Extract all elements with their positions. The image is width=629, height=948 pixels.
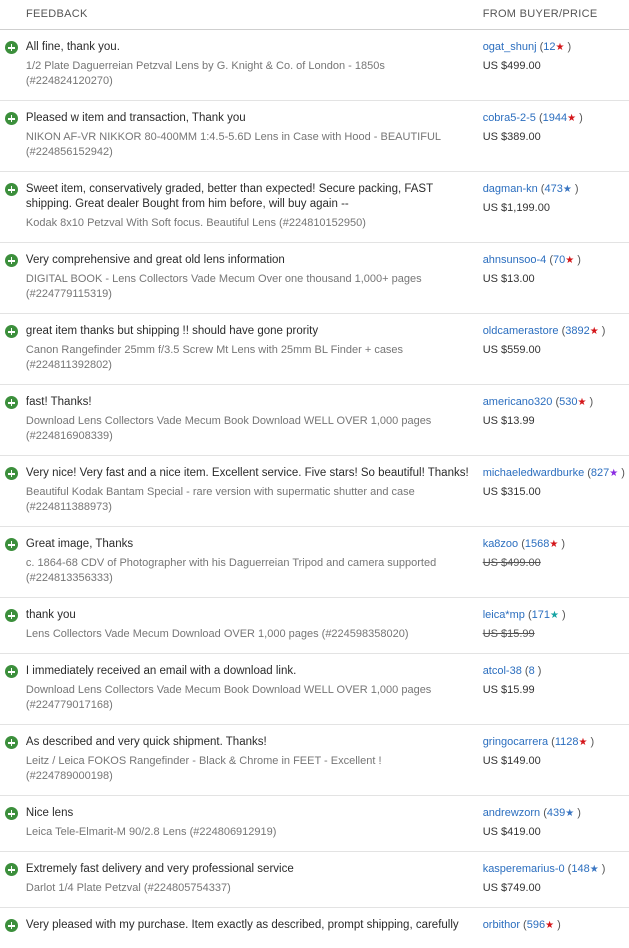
feedback-item-description: DIGITAL BOOK - Lens Collectors Vade Mecum Over one thousand 1,000+ pages (#224779115319): [26, 272, 469, 302]
buyer-username-link[interactable]: americano320: [483, 396, 553, 408]
plus-circle-icon: [5, 325, 18, 338]
buyer-price-cell: [483, 796, 629, 852]
buyer-username-link[interactable]: andrewzorn: [483, 807, 540, 819]
buyer-username-link[interactable]: cobra5-2-5: [483, 112, 536, 124]
buyer-line: [483, 253, 625, 268]
feedback-item-description: Download Lens Collectors Vade Mecum Book Download WELL OVER 1,000 pages (#224779017168): [26, 683, 469, 713]
buyer-line: [483, 537, 625, 552]
feedback-score-wrapper: (70★ ): [549, 254, 581, 266]
feedback-type-cell: [0, 725, 26, 796]
item-price: US $15.99: [483, 683, 625, 697]
feedback-score-link[interactable]: 1568: [525, 538, 549, 550]
feedback-star-icon: ★: [549, 539, 558, 550]
buyer-username-link[interactable]: dagman-kn: [483, 183, 538, 195]
feedback-type-cell: [0, 654, 26, 725]
buyer-line: [483, 111, 625, 126]
buyer-price-cell: [483, 243, 629, 314]
feedback-comment: All fine, thank you.: [26, 40, 469, 55]
feedback-star-icon: ★: [590, 864, 599, 875]
feedback-score-wrapper: (1128★ ): [551, 736, 594, 748]
feedback-comment: fast! Thanks!: [26, 395, 469, 410]
feedback-comment: Extremely fast delivery and very professional service: [26, 862, 469, 877]
feedback-type-cell: [0, 456, 26, 527]
buyer-line: [483, 466, 625, 481]
item-price: US $389.00: [483, 130, 625, 144]
plus-circle-icon: [5, 183, 18, 196]
table-row: [0, 314, 629, 385]
feedback-score-link[interactable]: 827: [591, 467, 609, 479]
item-price: US $559.00: [483, 343, 625, 357]
item-price: US $15.99: [483, 627, 625, 641]
table-header: [0, 0, 629, 30]
feedback-item-description: Download Lens Collectors Vade Mecum Book Download WELL OVER 1,000 pages (#224816908339): [26, 414, 469, 444]
feedback-score-wrapper: (1568★ ): [521, 538, 565, 550]
buyer-line: [483, 735, 625, 750]
item-price: US $499.00: [483, 59, 625, 73]
feedback-star-icon: ★: [565, 255, 574, 266]
feedback-comment: Very nice! Very fast and a nice item. Excellent service. Five stars! So beautiful! Thanks!: [26, 466, 469, 481]
column-header-feedback: FEEDBACK: [0, 0, 483, 30]
feedback-comment: great item thanks but shipping !! should have gone prority: [26, 324, 469, 339]
feedback-item-description: NIKON AF-VR NIKKOR 80-400MM 1:4.5-5.6D Lens in Case with Hood - BEAUTIFUL (#224856152942): [26, 130, 469, 160]
feedback-score-link[interactable]: 171: [532, 609, 550, 621]
buyer-price-cell: [483, 598, 629, 654]
buyer-price-cell: [483, 654, 629, 725]
plus-circle-icon: [5, 807, 18, 820]
table-row: [0, 908, 629, 948]
feedback-comment: Very pleased with my purchase. Item exactly as described, prompt shipping, carefully: [26, 918, 469, 933]
plus-circle-icon: [5, 396, 18, 409]
buyer-line: [483, 40, 625, 55]
buyer-line: [483, 182, 625, 197]
plus-circle-icon: [5, 467, 18, 480]
feedback-type-cell: [0, 598, 26, 654]
table-row: [0, 456, 629, 527]
feedback-score-link[interactable]: 1128: [555, 736, 579, 748]
feedback-comment: Nice lens: [26, 806, 469, 821]
feedback-score-link[interactable]: 1944: [543, 112, 567, 124]
buyer-price-cell: [483, 527, 629, 598]
buyer-username-link[interactable]: gringocarrera: [483, 736, 548, 748]
feedback-star-icon: ★: [565, 808, 574, 819]
feedback-type-cell: [0, 908, 26, 948]
feedback-item-description: Leica Tele-Elmarit-M 90/2.8 Lens (#224806912919): [26, 825, 469, 840]
buyer-username-link[interactable]: michaeledwardburke: [483, 467, 585, 479]
buyer-username-link[interactable]: atcol-38: [483, 665, 522, 677]
buyer-line: [483, 806, 625, 821]
table-row: [0, 527, 629, 598]
feedback-comment: I immediately received an email with a download link.: [26, 664, 469, 679]
feedback-item-description: Darlot 1/4 Plate Petzval (#224805754337): [26, 881, 469, 896]
table-row: [0, 725, 629, 796]
feedback-star-icon: ★: [609, 468, 618, 479]
item-price: US $13.00: [483, 272, 625, 286]
feedback-comment: Very comprehensive and great old lens information: [26, 253, 469, 268]
feedback-score-wrapper: (530★ ): [555, 396, 593, 408]
feedback-star-icon: ★: [567, 113, 576, 124]
buyer-line: [483, 608, 625, 623]
feedback-cell: [26, 30, 483, 101]
feedback-score-wrapper: (473★ ): [541, 183, 579, 195]
feedback-score-link[interactable]: 439: [547, 807, 565, 819]
feedback-score-wrapper: (439★ ): [543, 807, 581, 819]
feedback-item-description: c. 1864-68 CDV of Photographer with his Daguerreian Tripod and camera supported (#224813356333): [26, 556, 469, 586]
feedback-cell: [26, 654, 483, 725]
item-price: US $13.99: [483, 414, 625, 428]
feedback-score-link[interactable]: 70: [553, 254, 565, 266]
feedback-score-wrapper: (827★ ): [587, 467, 625, 479]
buyer-price-cell: [483, 385, 629, 456]
buyer-username-link[interactable]: kasperemarius-0: [483, 863, 565, 875]
feedback-score-link[interactable]: 530: [559, 396, 577, 408]
feedback-type-cell: [0, 243, 26, 314]
feedback-star-icon: ★: [550, 610, 559, 621]
item-price: US $315.00: [483, 485, 625, 499]
feedback-type-cell: [0, 796, 26, 852]
feedback-star-icon: ★: [563, 184, 572, 195]
buyer-line: [483, 395, 625, 410]
feedback-cell: [26, 172, 483, 243]
buyer-line: [483, 918, 625, 933]
buyer-line: [483, 862, 625, 877]
feedback-cell: [26, 456, 483, 527]
feedback-score-wrapper: (12★ ): [540, 41, 572, 53]
item-price: US $419.00: [483, 825, 625, 839]
feedback-type-cell: [0, 30, 26, 101]
feedback-cell: [26, 314, 483, 385]
column-header-buyer-price: FROM BUYER/PRICE: [483, 0, 629, 30]
feedback-item-description: Canon Rangefinder 25mm f/3.5 Screw Mt Lens with 25mm BL Finder + cases (#224811392802): [26, 343, 469, 373]
feedback-score-link[interactable]: 473: [544, 183, 562, 195]
feedback-cell: [26, 796, 483, 852]
plus-circle-icon: [5, 609, 18, 622]
feedback-item-description: 1/2 Plate Daguerreian Petzval Lens by G. Knight & Co. of London - 1850s (#224824120270): [26, 59, 469, 89]
feedback-cell: [26, 527, 483, 598]
feedback-comment: Sweet item, conservatively graded, better than expected! Secure packing, FAST shipping. Great dealer Bought from him before, will buy again --: [26, 182, 469, 212]
plus-circle-icon: [5, 863, 18, 876]
feedback-score-wrapper: (171★ ): [528, 609, 566, 621]
feedback-cell: [26, 725, 483, 796]
buyer-username-link[interactable]: ka8zoo: [483, 538, 518, 550]
table-row: [0, 654, 629, 725]
buyer-price-cell: [483, 725, 629, 796]
plus-circle-icon: [5, 41, 18, 54]
feedback-comment: thank you: [26, 608, 469, 623]
feedback-score-link[interactable]: 596: [527, 919, 545, 931]
feedback-star-icon: ★: [578, 397, 587, 408]
feedback-comment: As described and very quick shipment. Thanks!: [26, 735, 469, 750]
table-row: [0, 30, 629, 101]
buyer-price-cell: [483, 314, 629, 385]
table-body: [0, 30, 629, 948]
plus-circle-icon: [5, 254, 18, 267]
buyer-line: [483, 324, 625, 339]
feedback-comment: Great image, Thanks: [26, 537, 469, 552]
feedback-item-description: Leitz / Leica FOKOS Rangefinder - Black & Chrome in FEET - Excellent ! (#224789000198): [26, 754, 469, 784]
feedback-cell: [26, 101, 483, 172]
plus-circle-icon: [5, 538, 18, 551]
buyer-line: [483, 664, 625, 679]
buyer-username-link[interactable]: orbithor: [483, 919, 520, 931]
feedback-score-wrapper: (8 ): [525, 665, 542, 677]
buyer-price-cell: [483, 172, 629, 243]
feedback-cell: [26, 243, 483, 314]
feedback-type-cell: [0, 172, 26, 243]
feedback-type-cell: [0, 385, 26, 456]
buyer-price-cell: [483, 101, 629, 172]
plus-circle-icon: [5, 665, 18, 678]
feedback-star-icon: ★: [545, 920, 554, 931]
feedback-score-wrapper: (596★ ): [523, 919, 561, 931]
table-row: [0, 796, 629, 852]
feedback-item-description: Beautiful Kodak Bantam Special - rare version with supermatic shutter and case (#224811388973): [26, 485, 469, 515]
table-row: [0, 598, 629, 654]
item-price: US $499.00: [483, 556, 625, 570]
plus-circle-icon: [5, 919, 18, 932]
feedback-cell: [26, 908, 483, 948]
feedback-item-description: Lens Collectors Vade Mecum Download OVER 1,000 pages (#224598358020): [26, 627, 469, 642]
table-header-row: [0, 0, 629, 30]
feedback-type-cell: [0, 101, 26, 172]
feedback-score-link[interactable]: 3892: [565, 325, 589, 337]
feedback-comment: Pleased w item and transaction, Thank you: [26, 111, 469, 126]
buyer-username-link[interactable]: ogat_shunj: [483, 41, 537, 53]
feedback-item-description: Kodak 8x10 Petzval With Soft focus. Beautiful Lens (#224810152950): [26, 216, 469, 231]
buyer-username-link[interactable]: oldcamerastore: [483, 325, 559, 337]
table-row: [0, 172, 629, 243]
buyer-price-cell: [483, 30, 629, 101]
feedback-type-cell: [0, 314, 26, 385]
feedback-star-icon: ★: [579, 737, 588, 748]
buyer-price-cell: [483, 456, 629, 527]
feedback-score-link[interactable]: 12: [543, 41, 555, 53]
feedback-score-wrapper: (3892★ ): [562, 325, 606, 337]
buyer-username-link[interactable]: ahnsunsoo-4: [483, 254, 547, 266]
feedback-star-icon: ★: [556, 42, 565, 53]
feedback-type-cell: [0, 527, 26, 598]
buyer-price-cell: [483, 908, 629, 948]
feedback-star-icon: ★: [590, 326, 599, 337]
feedback-cell: [26, 598, 483, 654]
feedback-cell: [26, 385, 483, 456]
feedback-score-wrapper: (148★ ): [568, 863, 606, 875]
buyer-username-link[interactable]: leica*mp: [483, 609, 525, 621]
feedback-score-link[interactable]: 8: [529, 665, 535, 677]
feedback-score-wrapper: (1944★ ): [539, 112, 583, 124]
item-price: US $1,199.00: [483, 201, 625, 215]
table-row: [0, 243, 629, 314]
item-price: US $749.00: [483, 881, 625, 895]
plus-circle-icon: [5, 112, 18, 125]
feedback-score-link[interactable]: 148: [571, 863, 589, 875]
plus-circle-icon: [5, 736, 18, 749]
table-row: [0, 385, 629, 456]
table-row: [0, 101, 629, 172]
item-price: US $149.00: [483, 754, 625, 768]
